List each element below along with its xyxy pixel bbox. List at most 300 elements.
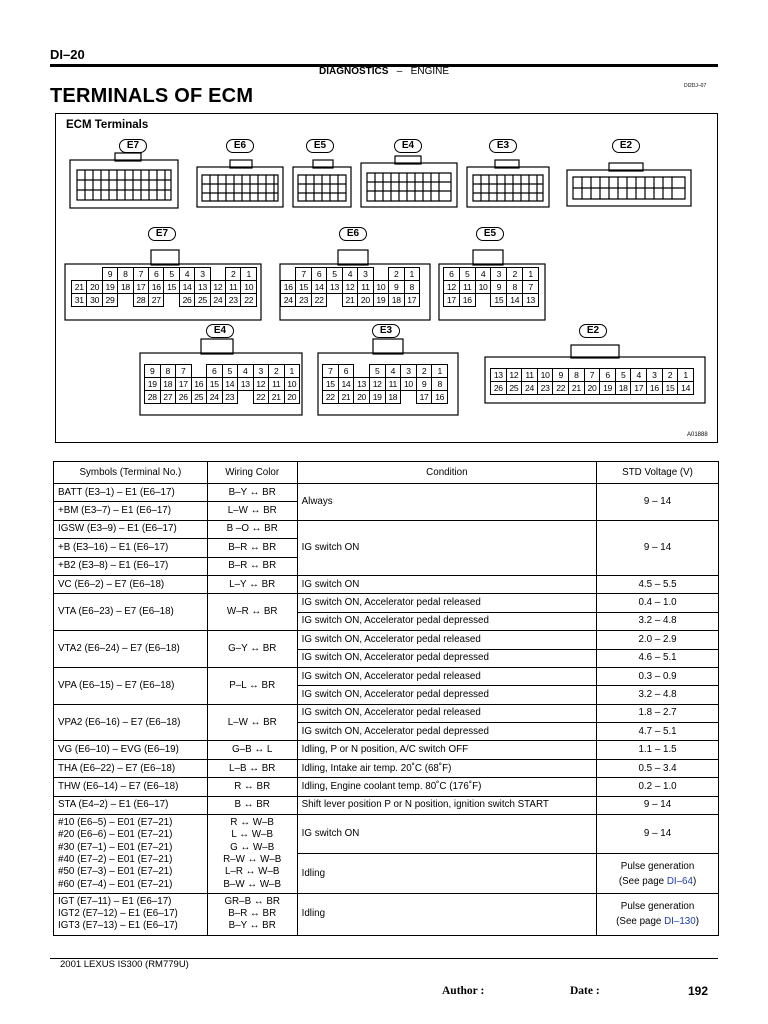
pin-cell: 4: [238, 365, 254, 378]
pin-cell: 3: [647, 369, 663, 382]
pin-cell: 15: [662, 382, 678, 395]
cell-symbol: VTA2 (E6–24) – E7 (E6–18): [54, 631, 208, 668]
pin-cell: 26: [176, 391, 192, 404]
pin-cell: 10: [401, 378, 417, 391]
pin-cell: 14: [338, 378, 354, 391]
pin-cell: 3: [358, 268, 373, 281]
figure-title: ECM Terminals: [66, 119, 149, 131]
pin-cell: 6: [207, 365, 223, 378]
pin-row: [145, 365, 300, 378]
pin-cell: 21: [338, 391, 354, 404]
author-label: Author :: [442, 985, 485, 997]
top-label-e6: E6: [226, 139, 254, 153]
pin-cell: 1: [241, 268, 257, 281]
cell-symbol: VPA2 (E6–16) – E7 (E6–18): [54, 704, 208, 741]
pin-cell: 24: [522, 382, 538, 395]
conn-label-e6: E6: [339, 227, 367, 241]
section-line: [0, 66, 768, 77]
pin-cell: 19: [102, 281, 117, 294]
pin-cell: 5: [327, 268, 342, 281]
pin-cell: 1: [523, 268, 539, 281]
top-label-e5: E5: [306, 139, 334, 153]
pin-cell: 10: [241, 281, 257, 294]
pin-cell: 13: [491, 369, 507, 382]
cell-color: B–R ↔ BR: [207, 557, 297, 575]
pin-cell: 1: [284, 365, 300, 378]
date-label: Date :: [570, 985, 600, 997]
pin-grid-e5: [443, 267, 539, 307]
table-row: [54, 759, 719, 777]
page-number: 192: [688, 984, 709, 998]
pin-cell: 23: [537, 382, 553, 395]
pin-cell: 4: [342, 268, 357, 281]
pin-cell: 27: [160, 391, 176, 404]
cell-symbol-ignition: [54, 893, 208, 935]
pin-cell: 17: [133, 281, 148, 294]
pin-cell: 8: [507, 281, 523, 294]
cell-symbol: +B2 (E3–8) – E1 (E6–17): [54, 557, 208, 575]
pin-cell: 22: [323, 391, 339, 404]
pin-cell: 3: [401, 365, 417, 378]
pin-cell: 12: [210, 281, 225, 294]
figure-code: A01888: [687, 432, 708, 438]
pin-grid-e2: [490, 368, 694, 395]
pin-cell: 16: [647, 382, 663, 395]
cell-symbol: +BM (E3–7) – E1 (E6–17): [54, 502, 208, 520]
pin-grid-e4: [144, 364, 300, 404]
pin-cell: 5: [222, 365, 238, 378]
pin-cell: 12: [369, 378, 385, 391]
pin-gap: [191, 365, 207, 378]
pin-cell: 23: [296, 294, 311, 307]
table-row: [54, 575, 719, 593]
ignition-symbol: IGT2 (E7–12) – E1 (E6–17): [58, 908, 178, 920]
pin-cell: 6: [444, 268, 460, 281]
pin-cell: 8: [118, 268, 133, 281]
pin-cell: 22: [253, 391, 269, 404]
pin-cell: 4: [179, 268, 194, 281]
pin-grid-e7: [71, 267, 257, 307]
pin-cell: 24: [210, 294, 225, 307]
table-row: [54, 796, 719, 814]
injector-symbol: #50 (E7–3) – E01 (E7–21): [58, 866, 173, 878]
header-symbols: Symbols (Terminal No.): [54, 462, 208, 484]
pin-cell: 11: [226, 281, 241, 294]
pin-cell: 8: [569, 369, 585, 382]
pin-row: [281, 294, 420, 307]
pin-cell: 22: [311, 294, 326, 307]
pin-row: [281, 268, 420, 281]
pin-cell: 5: [164, 268, 179, 281]
pin-cell: 17: [444, 294, 460, 307]
pin-cell: 14: [678, 382, 694, 395]
pin-cell: 15: [164, 281, 179, 294]
cell-voltage: 9 – 14: [597, 484, 719, 521]
pin-cell: 19: [369, 391, 385, 404]
cell-symbol: VTA (E6–23) – E7 (E6–18): [54, 594, 208, 631]
terminal-table: [53, 461, 719, 936]
cell-condition: Idling: [297, 893, 596, 935]
pin-cell: 1: [404, 268, 420, 281]
pin-cell: 17: [176, 378, 192, 391]
conn-label-e2: E2: [579, 324, 607, 338]
pin-cell: 23: [226, 294, 241, 307]
pin-cell: 2: [662, 369, 678, 382]
pin-cell: 4: [385, 365, 401, 378]
pin-row: [491, 382, 694, 395]
pin-cell: 11: [358, 281, 373, 294]
cell-color: L–W ↔ BR: [207, 704, 297, 741]
pin-cell: 5: [369, 365, 385, 378]
cell-voltage: 0.3 – 0.9: [597, 667, 719, 685]
ignition-color: B–R ↔ BR: [228, 908, 277, 920]
pin-cell: 10: [537, 369, 553, 382]
table-row: [54, 778, 719, 796]
pin-cell: 15: [296, 281, 311, 294]
pin-cell: 7: [133, 268, 148, 281]
pin-cell: 11: [385, 378, 401, 391]
pulse-text: Pulse generation: [620, 860, 695, 872]
pin-cell: 16: [432, 391, 448, 404]
pin-row: [323, 378, 448, 391]
cell-condition: IG switch ON, Accelerator pedal released: [297, 667, 596, 685]
pin-cell: 9: [553, 369, 569, 382]
top-connector-e7: [70, 153, 178, 208]
injector-color: L ↔ W–B: [231, 829, 273, 841]
injector-symbol: #30 (E7–1) – E01 (E7–21): [58, 841, 173, 853]
pin-cell: 25: [191, 391, 207, 404]
table-row: [54, 815, 719, 854]
pin-cell: 12: [342, 281, 357, 294]
cell-color-ignition: [207, 893, 297, 935]
cell-color: B ↔ BR: [207, 796, 297, 814]
cell-voltage: 1.8 – 2.7: [597, 704, 719, 722]
header-wiring: Wiring Color: [207, 462, 297, 484]
pin-cell: 8: [160, 365, 176, 378]
pin-cell: 16: [459, 294, 475, 307]
pin-cell: 21: [342, 294, 357, 307]
cell-condition: IG switch ON, Accelerator pedal released: [297, 594, 596, 612]
pin-cell: 15: [323, 378, 339, 391]
cell-condition: Always: [297, 484, 596, 521]
pin-cell: 18: [615, 382, 631, 395]
cell-condition: IG switch ON, Accelerator pedal depressed: [297, 649, 596, 667]
top-connector-e6: [197, 160, 283, 207]
cell-color: L–B ↔ BR: [207, 759, 297, 777]
pin-cell: 12: [253, 378, 269, 391]
pin-cell: 19: [600, 382, 616, 395]
top-label-e3: E3: [489, 139, 517, 153]
pin-gap: [373, 268, 388, 281]
injector-symbol: #40 (E7–2) – E01 (E7–21): [58, 853, 173, 865]
pin-cell: 10: [475, 281, 491, 294]
pin-cell: 25: [506, 382, 522, 395]
pin-cell: 9: [145, 365, 161, 378]
top-label-e2: E2: [612, 139, 640, 153]
section-rest: ENGINE: [410, 66, 450, 77]
cell-color: P–L ↔ BR: [207, 667, 297, 704]
cell-symbol: THW (E6–14) – E7 (E6–18): [54, 778, 208, 796]
pin-cell: 9: [416, 378, 432, 391]
pin-cell: 1: [432, 365, 448, 378]
pin-cell: 18: [389, 294, 404, 307]
pin-cell: 3: [253, 365, 269, 378]
footer-model: 2001 LEXUS IS300 (RM779U): [60, 959, 189, 970]
cell-color: L–Y ↔ BR: [207, 575, 297, 593]
pin-cell: 7: [323, 365, 339, 378]
cell-color: L–W ↔ BR: [207, 502, 297, 520]
cell-color: G–Y ↔ BR: [207, 631, 297, 668]
cell-condition: IG switch ON: [297, 520, 596, 575]
pin-cell: 18: [385, 391, 401, 404]
page-link-di130[interactable]: DI–130: [664, 916, 696, 928]
pin-cell: 6: [338, 365, 354, 378]
top-connector-e2: [567, 163, 691, 206]
pin-cell: 14: [311, 281, 326, 294]
header-condition: Condition: [297, 462, 596, 484]
pin-cell: 28: [133, 294, 148, 307]
cell-voltage: 3.2 – 4.8: [597, 686, 719, 704]
cell-voltage: 0.4 – 1.0: [597, 594, 719, 612]
pin-gap: [238, 391, 254, 404]
cell-symbol: VPA (E6–15) – E7 (E6–18): [54, 667, 208, 704]
pin-gap: [164, 294, 179, 307]
pin-cell: 7: [176, 365, 192, 378]
pin-cell: 6: [311, 268, 326, 281]
cell-voltage: 0.5 – 3.4: [597, 759, 719, 777]
cell-voltage: 4.5 – 5.5: [597, 575, 719, 593]
pin-gap: [354, 365, 370, 378]
cell-voltage: 9 – 14: [597, 815, 719, 854]
table-row: [54, 893, 719, 935]
cell-condition: IG switch ON, Accelerator pedal depressed: [297, 723, 596, 741]
pin-cell: 29: [102, 294, 117, 307]
pin-cell: 20: [354, 391, 370, 404]
pin-cell: 11: [269, 378, 285, 391]
pin-cell: 9: [102, 268, 117, 281]
cell-condition: Idling, Intake air temp. 20˚C (68˚F): [297, 759, 596, 777]
cell-voltage: 2.0 – 2.9: [597, 631, 719, 649]
pin-row: [444, 281, 539, 294]
top-label-e4: E4: [394, 139, 422, 153]
pin-cell: 14: [179, 281, 194, 294]
conn-label-e7: E7: [148, 227, 176, 241]
pin-cell: 21: [269, 391, 285, 404]
pin-cell: 9: [389, 281, 404, 294]
top-connector-e5: [293, 160, 351, 207]
pin-row: [491, 369, 694, 382]
pulse-text: Pulse generation: [620, 901, 695, 913]
pin-cell: 17: [404, 294, 420, 307]
pin-cell: 4: [475, 268, 491, 281]
pin-cell: 30: [87, 294, 102, 307]
cell-voltage: 4.6 – 5.1: [597, 649, 719, 667]
section-sep: –: [396, 66, 403, 77]
ignition-color: GR–B ↔ BR: [224, 895, 280, 907]
table-row: [54, 741, 719, 759]
table-row: [54, 667, 719, 685]
cell-condition: IG switch ON: [297, 815, 596, 854]
pin-cell: 1: [678, 369, 694, 382]
pin-cell: 18: [118, 281, 133, 294]
cell-voltage: 1.1 – 1.5: [597, 741, 719, 759]
pin-cell: 20: [87, 281, 102, 294]
top-connector-e4: [361, 156, 457, 207]
cell-symbol-injectors: [54, 815, 208, 894]
cell-condition: IG switch ON, Accelerator pedal released: [297, 631, 596, 649]
pin-cell: 19: [373, 294, 388, 307]
doc-code: DI2DJ–07: [684, 83, 707, 89]
see-page-close: ): [695, 916, 699, 928]
cell-voltage: 4.7 – 5.1: [597, 723, 719, 741]
cell-voltage-pulse: [597, 893, 719, 935]
cell-condition: Shift lever position P or N position, ignition switch START: [297, 796, 596, 814]
cell-symbol: STA (E4–2) – E1 (E6–17): [54, 796, 208, 814]
pin-row: [444, 294, 539, 307]
header-voltage: STD Voltage (V): [597, 462, 719, 484]
cell-color: W–R ↔ BR: [207, 594, 297, 631]
pin-cell: 20: [584, 382, 600, 395]
pin-row: [145, 378, 300, 391]
pin-cell: 21: [569, 382, 585, 395]
pin-cell: 11: [459, 281, 475, 294]
pin-cell: 8: [404, 281, 420, 294]
cell-symbol: THA (E6–22) – E7 (E6–18): [54, 759, 208, 777]
page-link-di64[interactable]: DI–64: [666, 875, 693, 887]
cell-condition: IG switch ON: [297, 575, 596, 593]
cell-condition: IG switch ON, Accelerator pedal depressed: [297, 612, 596, 630]
cell-symbol: BATT (E3–1) – E1 (E6–17): [54, 484, 208, 502]
pin-gap: [475, 294, 491, 307]
cell-condition: IG switch ON, Accelerator pedal depressed: [297, 686, 596, 704]
conn-label-e4: E4: [206, 324, 234, 338]
pin-row: [444, 268, 539, 281]
page-title: TERMINALS OF ECM: [50, 85, 254, 107]
pin-cell: 22: [553, 382, 569, 395]
pin-cell: 3: [491, 268, 507, 281]
pin-cell: 6: [149, 268, 164, 281]
pin-cell: 14: [222, 378, 238, 391]
cell-voltage: 9 – 14: [597, 520, 719, 575]
pin-cell: 2: [226, 268, 241, 281]
pin-row: [72, 268, 257, 281]
cell-symbol: IGSW (E3–9) – E1 (E6–17): [54, 520, 208, 538]
pin-cell: 17: [631, 382, 647, 395]
pin-cell: 18: [160, 378, 176, 391]
pin-cell: 17: [416, 391, 432, 404]
pin-cell: 16: [191, 378, 207, 391]
pin-cell: 4: [631, 369, 647, 382]
pin-row: [72, 294, 257, 307]
pin-cell: 19: [145, 378, 161, 391]
cell-voltage-pulse: [597, 854, 719, 893]
pin-cell: 5: [615, 369, 631, 382]
cell-voltage: 0.2 – 1.0: [597, 778, 719, 796]
injector-symbol: #60 (E7–4) – E01 (E7–21): [58, 878, 173, 890]
pin-cell: 20: [358, 294, 373, 307]
cell-symbol: VG (E6–10) – EVG (E6–19): [54, 741, 208, 759]
pin-cell: 8: [432, 378, 448, 391]
pin-cell: 21: [72, 281, 87, 294]
cell-color: B –O ↔ BR: [207, 520, 297, 538]
pin-spacer: [72, 268, 87, 281]
pin-cell: 2: [507, 268, 523, 281]
cell-color: B–Y ↔ BR: [207, 484, 297, 502]
pin-cell: 20: [284, 391, 300, 404]
page-id: DI–20: [50, 47, 85, 62]
pin-cell: 24: [281, 294, 296, 307]
ignition-symbol: IGT3 (E7–13) – E1 (E6–17): [58, 920, 178, 932]
injector-symbol: #10 (E6–5) – E01 (E7–21): [58, 817, 173, 829]
pin-cell: 2: [416, 365, 432, 378]
pin-cell: 16: [149, 281, 164, 294]
top-connector-e3: [467, 160, 549, 207]
cell-symbol: +B (E3–16) – E1 (E6–17): [54, 539, 208, 557]
pin-gap: [327, 294, 342, 307]
cell-condition: Idling, Engine coolant temp. 80˚C (176˚F): [297, 778, 596, 796]
cell-color: G–B ↔ L: [207, 741, 297, 759]
pin-cell: 28: [145, 391, 161, 404]
pin-cell: 9: [491, 281, 507, 294]
injector-color: R–W ↔ W–B: [223, 853, 282, 865]
pin-cell: 12: [506, 369, 522, 382]
injector-symbol: #20 (E6–6) – E01 (E7–21): [58, 829, 173, 841]
pin-grid-e6: [280, 267, 420, 307]
pin-cell: 24: [207, 391, 223, 404]
pin-cell: 10: [284, 378, 300, 391]
ignition-symbol: IGT (E7–11) – E1 (E6–17): [58, 895, 172, 907]
cell-voltage: 3.2 – 4.8: [597, 612, 719, 630]
pin-cell: 13: [523, 294, 539, 307]
table-row: [54, 704, 719, 722]
pin-cell: 23: [222, 391, 238, 404]
pin-cell: 13: [354, 378, 370, 391]
pin-cell: 3: [195, 268, 210, 281]
pin-cell: 2: [389, 268, 404, 281]
see-page-text: (See page: [618, 875, 667, 887]
pin-cell: 13: [327, 281, 342, 294]
pin-spacer: [281, 268, 296, 281]
injector-color: G ↔ W–B: [230, 841, 275, 853]
pin-gap: [210, 268, 225, 281]
pin-gap: [401, 391, 417, 404]
pin-gap: [118, 294, 133, 307]
injector-color: R ↔ W–B: [230, 817, 274, 829]
pin-cell: 12: [444, 281, 460, 294]
table-row: [54, 484, 719, 502]
pin-cell: 7: [296, 268, 311, 281]
pin-row: [323, 391, 448, 404]
pin-spacer: [87, 268, 102, 281]
pin-cell: 27: [149, 294, 164, 307]
pin-cell: 6: [600, 369, 616, 382]
section-bold: DIAGNOSTICS: [318, 66, 389, 77]
pin-row: [145, 391, 300, 404]
pin-row: [323, 365, 448, 378]
cell-color: R ↔ BR: [207, 778, 297, 796]
conn-label-e3: E3: [372, 324, 400, 338]
cell-condition: Idling: [297, 854, 596, 893]
pin-cell: 16: [281, 281, 296, 294]
cell-voltage: 9 – 14: [597, 796, 719, 814]
pin-cell: 26: [179, 294, 194, 307]
pin-row: [72, 281, 257, 294]
cell-condition: Idling, P or N position, A/C switch OFF: [297, 741, 596, 759]
pin-cell: 5: [459, 268, 475, 281]
see-page-text: (See page: [616, 916, 665, 928]
pin-cell: 22: [241, 294, 257, 307]
table-row: [54, 594, 719, 612]
